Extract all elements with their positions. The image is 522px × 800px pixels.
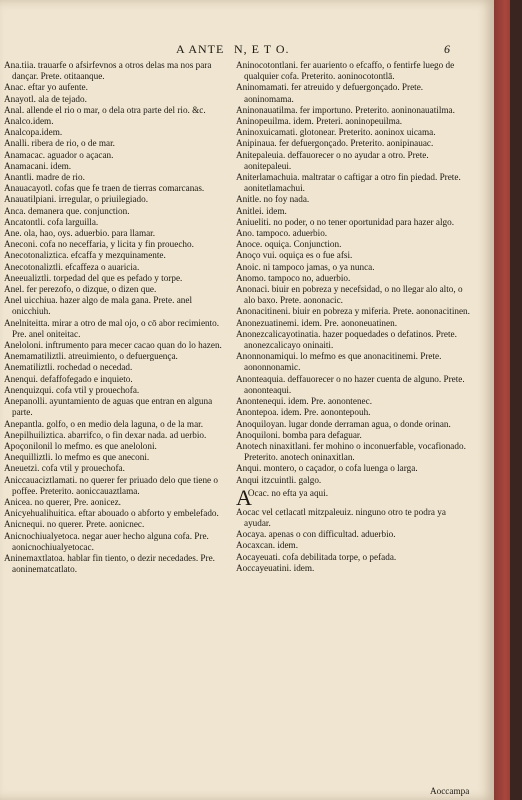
dictionary-entry: Anenquizqui. cofa vtil y prouechofa.	[4, 384, 140, 395]
dictionary-entry: Aniccauaciztlamati. no querer fer priuado delo que tiene o poffee. Preterito. aoniccauaztlama.	[4, 474, 219, 496]
dictionary-entry: Anontenequi. idem. Pre. aonontenec.	[236, 396, 372, 407]
dictionary-entry: Anauatilpiani. irregular, o priuilegiado.	[4, 194, 149, 205]
dictionary-entry: Ana.tiia. trauarfe o afsirfevnos a otros delas ma nos para dançar. Prete. otitaanque.	[4, 60, 212, 82]
dictionary-entry: Aninomamati. fer atreuido y defuergonçado. Prete. aoninomama.	[236, 82, 424, 104]
dictionary-entry: Aninocotontlani. fer auariento o efcaffo, o fentirfe luego de qualquier cofa. Preterito. aoninocotontlā.	[236, 60, 455, 82]
dictionary-entry: Anomo. tampoco no, aduerbio.	[236, 272, 351, 283]
dictionary-entry: Aoccayeuatini. idem.	[236, 562, 315, 573]
dictionary-entry: Aniueliti. no poder, o no tener oportunidad para hazer algo.	[236, 216, 455, 227]
dictionary-entry: Anqui. montero, o caçador, o cofa luenga o larga.	[236, 463, 418, 474]
running-header	[0, 42, 494, 60]
dictionary-entry: Anotech ninaxitlani. fer mohino o inconuerfable, vocafionado. Preterito. anotech oninaxitlan.	[236, 440, 466, 463]
dictionary-entry: Anipinaua. fer defuergonçado. Preterito. aonipinauac.	[236, 138, 434, 149]
dictionary-entry: Aninopeuilma. idem. Preteri. aoninopeuilma.	[236, 116, 403, 127]
dictionary-entry: Anonnonamiqui. lo mefmo es que anonacitinemi. Prete. aononnonamic.	[236, 351, 442, 373]
dictionary-entry: Anonaci. biuir en pobreza y necefsidad, o no llegar alo alto, o alo baxo. Prete. aononacic.	[236, 284, 463, 306]
dictionary-entry: Anemamatiliztli. atreuimiento, o defuerguença.	[4, 351, 178, 362]
dictionary-entry: Anoce. oquiça. Conjunction.	[236, 239, 342, 250]
dictionary-entry: Anonezcalicayotinatia. hazer poquedades o defatinos. Prete. anonezcalicayo oninaiti.	[236, 328, 457, 351]
dictionary-entry: Aninonauatilma. fer importuno. Preterito. aoninonauatilma.	[236, 104, 455, 115]
dictionary-entry: Anqui itzcuintli. galgo.	[236, 474, 322, 485]
dictionary-entry: Anicyehualihuitica. eftar abouado o abforto y embelefado.	[4, 508, 219, 519]
page-number: 6	[444, 42, 451, 56]
dictionary-entry: Anonacitineni. biuir en pobreza y miferia. Prete. aononacitinen.	[236, 306, 470, 317]
dictionary-entry: Anayotl. ala de tejado.	[4, 93, 87, 104]
dictionary-entry: Analco.idem.	[4, 116, 54, 127]
dictionary-entry: Aocaxcan. idem.	[236, 540, 298, 551]
dictionary-entry: Analli. ribera de rio, o de mar.	[4, 138, 115, 149]
dictionary-entry: Anonteaquia. deffauorecer o no hazer cuenta de alguno. Prete. aononteaqui.	[236, 373, 465, 395]
dictionary-entry: Analcopa.idem.	[4, 127, 63, 138]
section-heading-text: Ocac. no efta ya aqui.	[247, 487, 328, 498]
dictionary-entry: Anoquiloni. bomba para defaguar.	[236, 429, 362, 440]
dictionary-entry: Anoquiloyan. lugar donde derraman agua, o donde orinan.	[236, 418, 451, 429]
dictionary-entry: Anicnochiualyetoca. negar auer hecho alguna cofa. Pre. aonicnochiualyetocac.	[4, 530, 209, 552]
dictionary-entry: Anecotonaliztli. efcaffeza o auaricia.	[4, 261, 140, 272]
dictionary-entry: Aninoxuicamati. glotonear. Preterito. aoninox uicama.	[236, 127, 436, 138]
dictionary-entry: Anel uicchiua. hazer algo de mala gana. Prete. anel onicchiuh.	[4, 295, 192, 317]
dictionary-entry: Anantli. madre de rio.	[4, 172, 85, 183]
dictionary-entry: Anoço vui. oquiça es o fue afsi.	[236, 250, 353, 261]
dictionary-entry: Anal. allende el rio o mar, o dela otra parte del rio. &c.	[4, 104, 206, 115]
dictionary-entry: Aneeualiztli. torpedad del que es pefado y torpe.	[4, 272, 183, 283]
dictionary-entry: Aneuetzi. cofa vtil y prouechofa.	[4, 463, 125, 474]
dictionary-entry: Anac. eftar yo aufente.	[4, 82, 88, 93]
dictionary-entry: Anicnequi. no querer. Prete. aonicnec.	[4, 519, 145, 530]
dictionary-entry: Anitle. no foy nada.	[236, 194, 310, 205]
dictionary-entry: Anepanolli. ayuntamiento de aguas que entran en alguna parte.	[4, 396, 213, 418]
dictionary-entry: Aocayeuati. cofa debilitada torpe, o pefada.	[236, 551, 397, 562]
dictionary-entry: Anenqui. defaffofegado e inquieto.	[4, 373, 133, 384]
dictionary-entry: Apoçonilonil lo mefmo. es que aneloloni.	[4, 440, 157, 451]
dictionary-entry: Anca. demanera que. conjunction.	[4, 205, 130, 216]
dictionary-entry: Anontepoa. idem. Pre. aonontepouh.	[236, 407, 371, 418]
left-column	[4, 60, 226, 786]
dictionary-entry: Anicea. no querer, Pre. aonicez.	[4, 496, 121, 507]
dictionary-entry: Aocaya. apenas o con difficultad. aduerbio.	[236, 529, 396, 540]
dictionary-entry: Aniterlamachuia. maltratar o caftigar a otro fin piedad. Prete. aonitetlamachui.	[236, 172, 461, 194]
dictionary-entry: Anoic. ni tampoco jamas, o ya nunca.	[236, 261, 375, 272]
section-heading	[236, 484, 470, 510]
dictionary-entry: Aocac vel cetlacatl mitzpaleuiz. ninguno otro te podra ya ayudar.	[236, 506, 446, 528]
dictionary-entry: Anamacac. aguador o açacan.	[4, 149, 114, 160]
right-column-after-entries	[236, 507, 470, 574]
dictionary-entry: Aneconi. cofa no neceffaria, y licita y fin prouecho.	[4, 239, 194, 250]
dictionary-entry: Anamacani. idem.	[4, 160, 72, 171]
dictionary-entry: Anonezuatinemi. idem. Pre. aononeuatinen.	[236, 317, 397, 328]
dictionary-entry: Anitepaleuia. deffauorecer o no ayudar a otro. Prete. aonitepaleui.	[236, 149, 429, 171]
dictionary-entry: Anematiliztli. rochedad o necedad.	[4, 362, 133, 373]
binding-shadow	[510, 0, 522, 800]
dictionary-entry: Ane. ola, hao, oys. aduerbio. para llamar.	[4, 228, 156, 239]
dictionary-entry: Anelniteitta. mirar a otro de mal ojo, o cō abor recimiento. Pre. anel oniteitac.	[4, 317, 220, 339]
dictionary-entry: Anepantla. golfo, o en medio dela laguna, o de la mar.	[4, 418, 203, 429]
right-column-entries	[236, 60, 470, 486]
dictionary-entry: Anepilhuiliztica. abarrifco, o fin dexar nada. ad uerbio.	[4, 429, 207, 440]
right-column	[236, 60, 470, 786]
dictionary-entry: Anel. fer perezofo, o dizque, o dizen que.	[4, 284, 157, 295]
catchword: Aoccampa	[430, 786, 470, 796]
dictionary-entry: Anitlei. idem.	[236, 205, 287, 216]
dictionary-entry: Ano. tampoco. aduerbio.	[236, 228, 328, 239]
header-left-word: A ANTE	[176, 42, 225, 56]
dictionary-entry: Anequilliztli. lo mefmo es que aneconi.	[4, 452, 150, 463]
header-right-word: N, E T O.	[234, 42, 290, 56]
dictionary-entry: Aninemaxtlatoa. hablar fin tiento, o dezir necedades. Pre. aoninematcatlato.	[4, 552, 215, 575]
dictionary-entry: Anecotonaliztica. efcaffa y mezquinamente.	[4, 250, 166, 261]
dictionary-entry: Aneloloni. inftrumento para mecer cacao quan do lo hazen.	[4, 340, 222, 351]
dictionary-entry: Anauacayotl. cofas que fe traen de tierras comarcanas.	[4, 183, 205, 194]
dictionary-entry: Ancatontli. cofa larguilla.	[4, 216, 99, 227]
section-initial: A	[236, 484, 252, 510]
